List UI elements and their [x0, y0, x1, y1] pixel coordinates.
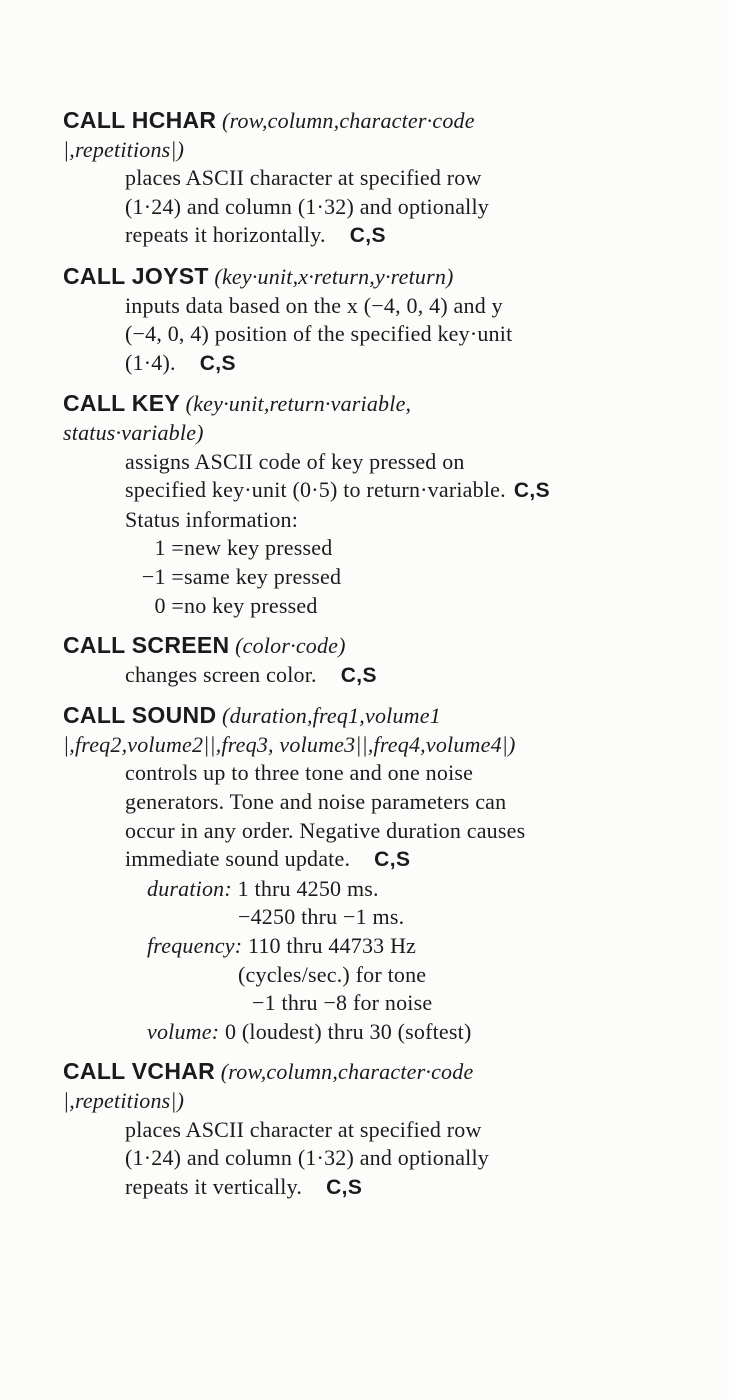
key-description-line-1	[125, 448, 729, 477]
duration-label: duration:	[147, 875, 232, 901]
entry-call-vchar	[0, 1057, 729, 1202]
hchar-params: (row,column,character·code	[216, 108, 475, 133]
key-cs-badge: C,S	[513, 479, 551, 503]
sound-frequency-line-3	[252, 989, 729, 1018]
duration-range-positive: 1 thru 4250 ms.	[231, 875, 379, 901]
status-value-same: −1 =	[141, 563, 184, 589]
vchar-description-line-2	[125, 1144, 729, 1173]
sound-volume-line	[147, 1018, 729, 1047]
key-params-continuation	[63, 419, 729, 448]
sound-duration-line	[147, 875, 729, 904]
screen-keyword: CALL SCREEN	[63, 632, 230, 659]
vchar-params2: |,repetitions|)	[63, 1088, 185, 1113]
sound-body2: generators. Tone and noise parameters can	[125, 789, 507, 815]
sound-cs-badge: C,S	[374, 848, 411, 872]
sound-frequency-line	[147, 932, 729, 961]
sound-body4: immediate sound update.	[125, 846, 351, 872]
entry-call-joyst	[0, 262, 729, 378]
sound-header-line	[63, 701, 729, 731]
entry-call-sound	[0, 701, 729, 1046]
joyst-header-line	[63, 262, 729, 292]
screen-body1: changes screen color.	[125, 661, 317, 687]
status-value-none: 0 =	[154, 592, 184, 618]
entry-call-hchar	[0, 106, 729, 251]
sound-params2: |,freq2,volume2||,freq3, volume3||,freq4,volume4|)	[63, 731, 516, 757]
key-body1: assigns ASCII code of key pressed on	[125, 448, 465, 474]
screen-cs-badge: C,S	[340, 663, 377, 687]
sound-description-line-2	[125, 788, 729, 817]
key-description-line-2	[125, 476, 729, 506]
sound-body1: controls up to three tone and one noise	[125, 760, 474, 786]
vchar-params: (row,column,character·code	[215, 1059, 474, 1085]
key-status-line-none	[122, 592, 729, 621]
sound-params: (duration,freq1,volume1	[216, 703, 441, 729]
key-keyword: CALL KEY	[63, 390, 180, 417]
joyst-cs-badge: C,S	[199, 351, 236, 375]
vchar-params-continuation	[63, 1087, 729, 1116]
key-status-heading	[125, 506, 729, 535]
joyst-body3: (1·4).	[125, 349, 176, 375]
joyst-description-line-3	[125, 349, 729, 379]
status-text-same: same key pressed	[184, 563, 342, 589]
joyst-description-line-1	[125, 292, 729, 321]
frequency-range-noise: −1 thru −8 for noise	[252, 990, 433, 1016]
hchar-body2: (1·24) and column (1·32) and optionally	[125, 193, 489, 219]
frequency-label: frequency:	[147, 933, 243, 959]
entry-call-key	[0, 389, 729, 620]
frequency-range-tone: 110 thru 44733 Hz	[242, 933, 417, 959]
vchar-cs-badge: C,S	[326, 1175, 363, 1199]
vchar-keyword: CALL VCHAR	[63, 1058, 216, 1085]
sound-description-line-3	[125, 817, 729, 846]
screen-header-line	[63, 631, 729, 661]
vchar-body3: repeats it vertically.	[125, 1173, 303, 1199]
sound-params-continuation	[63, 731, 729, 760]
hchar-keyword: CALL HCHAR	[63, 107, 217, 133]
status-text-new: new key pressed	[184, 535, 333, 561]
key-status-line-new	[122, 534, 729, 563]
duration-range-negative: −4250 thru −1 ms.	[238, 904, 405, 930]
vchar-body2: (1·24) and column (1·32) and optionally	[125, 1145, 489, 1171]
key-body2: specified key·unit (0·5) to return·variable.	[125, 477, 506, 503]
joyst-body2: (−4, 0, 4) position of the specified key·unit	[125, 321, 513, 347]
key-body3: Status information:	[125, 506, 299, 532]
volume-range: 0 (loudest) thru 30 (softest)	[219, 1018, 472, 1044]
key-status-line-same	[122, 563, 729, 592]
hchar-body3: repeats it horizontally.	[125, 222, 326, 248]
status-value-new: 1 =	[154, 535, 184, 561]
hchar-description-line-1	[125, 164, 729, 193]
entry-call-screen	[0, 631, 729, 690]
hchar-header-line	[63, 106, 729, 136]
joyst-description-line-2	[125, 320, 729, 349]
vchar-description-line-3	[125, 1173, 729, 1203]
hchar-description-line-3	[125, 221, 729, 251]
sound-description-line-1	[125, 759, 729, 788]
joyst-params: (key·unit,x·return,y·return)	[208, 263, 454, 289]
sound-keyword: CALL SOUND	[63, 702, 217, 729]
frequency-units-note: (cycles/sec.) for tone	[238, 961, 427, 987]
joyst-body1: inputs data based on the x (−4, 0, 4) and y	[125, 292, 503, 318]
hchar-cs-badge: C,S	[349, 224, 386, 248]
sound-frequency-line-2	[238, 961, 729, 990]
sound-description-line-4	[125, 845, 729, 875]
hchar-params-continuation	[63, 136, 729, 165]
status-text-none: no key pressed	[184, 592, 318, 618]
volume-label: volume:	[147, 1018, 220, 1044]
screen-description-line-1	[125, 661, 729, 691]
hchar-description-line-2	[125, 193, 729, 222]
key-params2: status·variable)	[63, 419, 204, 445]
hchar-body1: places ASCII character at specified row	[125, 165, 482, 191]
joyst-keyword: CALL JOYST	[63, 262, 209, 289]
key-header-line	[63, 389, 729, 419]
vchar-header-line	[63, 1057, 729, 1087]
sound-duration-line-2	[238, 903, 729, 932]
screen-params: (color·code)	[229, 633, 346, 659]
vchar-description-line-1	[125, 1116, 729, 1145]
hchar-params2: |,repetitions|)	[63, 136, 185, 162]
vchar-body1: places ASCII character at specified row	[125, 1116, 482, 1142]
key-params: (key·unit,return·variable,	[179, 391, 412, 417]
sound-body3: occur in any order. Negative duration causes	[125, 817, 526, 843]
